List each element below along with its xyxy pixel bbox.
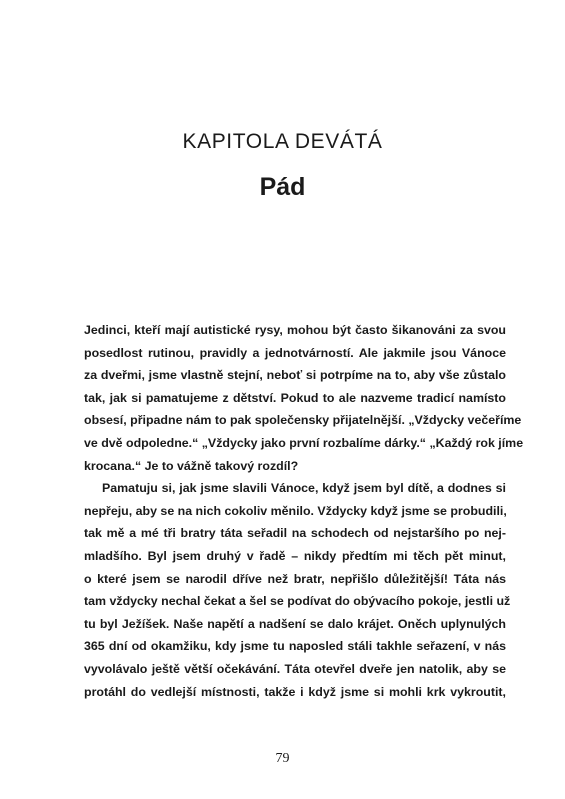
text-line: nepřeju, aby se na nich cokoliv měnilo. Vždycky když jsme se probudili, <box>84 503 507 518</box>
text-line: 365 dní od okamžiku, kdy jsme tu naposled stáli takhle seřazení, v nás <box>84 639 506 654</box>
text-line: tam vždycky nechal čekat a šel se podívat do obývacího pokoje, jestli už <box>84 594 511 609</box>
paragraph-2 <box>84 477 511 703</box>
text-line: za dveřmi, jsme vlastně stejní, neboť si potrpíme na to, aby vše zůstalo <box>84 368 506 383</box>
text-line: posedlost rutinou, pravidly a jednotvárností. Ale jakmile jsou Vánoce <box>84 345 506 360</box>
text-line: protáhl do vedlejší místnosti, takže i když jsme si mohli krk vykroutit, <box>84 684 506 699</box>
text-line: tak, jak si pamatujeme z dětství. Pokud to ale nazveme tradicí namísto <box>84 390 506 405</box>
paragraph-1 <box>84 319 524 477</box>
text-line: tu byl Ježíšek. Naše napětí a nadšení se dalo krájet. Oněch uplynulých <box>84 616 506 631</box>
text-line: mladšího. Byl jsem druhý v řadě – nikdy předtím mi těch pět minut, <box>84 548 506 563</box>
page-number: 79 <box>275 751 290 766</box>
chapter-label: KAPITOLA DEVÁTÁ <box>182 130 383 153</box>
text-line: ve dvě odpoledne.“ „Vždycky jako první rozbalíme dárky.“ „Každý rok jíme <box>84 435 524 450</box>
text-line: tak mě a mé tři bratry táta seřadil na schodech od nejstaršího po nej- <box>84 526 506 541</box>
text-line: vyvolávalo ještě větší očekávání. Táta otevřel dveře jen natolik, aby se <box>84 661 506 676</box>
body-text <box>84 319 524 703</box>
text-line: Jedinci, kteří mají autistické rysy, mohou být často šikanováni za svou <box>84 323 506 337</box>
text-line: krocana.“ Je to vážně takový rozdíl? <box>84 458 299 473</box>
text-line: o které jsem se narodil dříve než bratr, nepřišlo důležitější! Táta nás <box>84 571 506 586</box>
text-line: Pamatuju si, jak jsme slavili Vánoce, když jsem byl dítě, a dodnes si <box>102 481 506 496</box>
chapter-title: Pád <box>259 173 306 201</box>
text-line: obsesí, připadne nám to pak společensky přijatelnější. „Vždycky večeříme <box>84 413 522 428</box>
